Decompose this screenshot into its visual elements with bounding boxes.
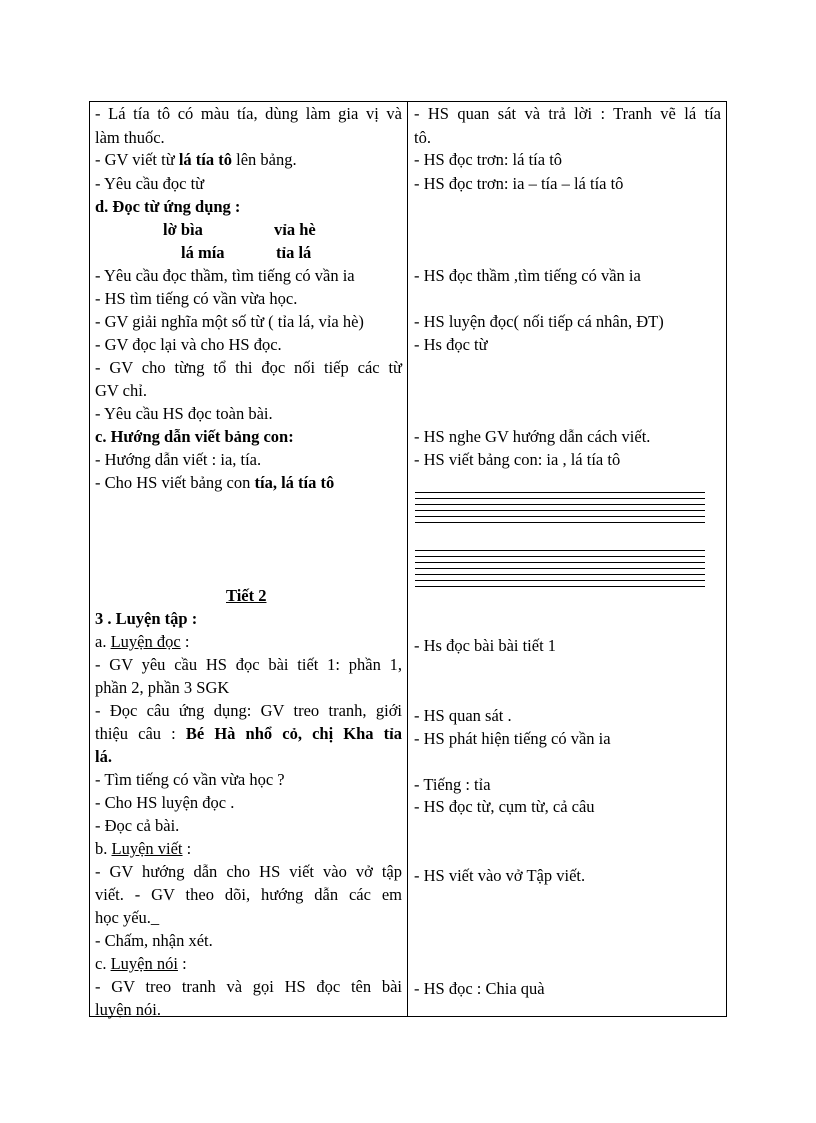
- student-line: - HS đọc từ, cụm từ, cả câu: [414, 797, 595, 816]
- column-divider: [407, 101, 408, 1017]
- student-line: - HS quan sát và trả lời : Tranh vẽ lá tía: [414, 104, 721, 123]
- student-line: - Hs đọc bài bài tiết 1: [414, 636, 557, 655]
- bold-text: tía, lá tía tô: [254, 473, 335, 492]
- applied-word: lá mía: [181, 243, 225, 262]
- teacher-line: lá.: [95, 747, 112, 766]
- teacher-line: [95, 149, 297, 171]
- teacher-line: - Lá tía tô có màu tía, dùng làm gia vị và: [95, 104, 402, 123]
- teacher-line: - Đọc cả bài.: [95, 816, 180, 835]
- applied-word: vỉa hè: [274, 220, 316, 239]
- student-line: - HS đọc trơn: lá tía tô: [414, 150, 563, 169]
- student-line: - HS luyện đọc( nối tiếp cá nhân, ĐT): [414, 312, 664, 331]
- student-line: - HS đọc trơn: ia – tía – lá tía tô: [414, 174, 624, 193]
- student-line: - HS quan sát .: [414, 706, 512, 725]
- text-run: b.: [95, 839, 112, 858]
- subsection-heading: [95, 631, 189, 653]
- teacher-line: - Yêu cầu đọc thầm, tìm tiếng có vần ia: [95, 266, 355, 285]
- text-run: lên bảng.: [231, 150, 297, 169]
- teacher-line: - Cho HS luyện đọc .: [95, 793, 235, 812]
- text-run: a.: [95, 632, 111, 651]
- teacher-line: - Đọc câu ứng dụng: GV treo tranh, giới: [95, 701, 402, 720]
- teacher-line: làm thuốc.: [95, 128, 165, 147]
- teacher-line: - GV cho từng tổ thi đọc nối tiếp các từ: [95, 358, 402, 377]
- teacher-line: học yếu._: [95, 908, 160, 927]
- teacher-line: luyện nói.: [95, 1000, 161, 1019]
- student-line: - HS nghe GV hướng dẫn cách viết.: [414, 427, 651, 446]
- student-line: - HS viết vào vở Tập viết.: [414, 866, 586, 885]
- teacher-line: - Yêu cầu đọc từ: [95, 174, 205, 193]
- teacher-line: phần 2, phần 3 SGK: [95, 678, 230, 697]
- teacher-line: - GV hướng dẫn cho HS viết vào vở tập: [95, 862, 402, 881]
- bold-text: Bé Hà nhổ cỏ, chị Kha tỉa: [185, 724, 402, 743]
- writing-lines-1: [415, 492, 705, 523]
- teacher-line: - HS tìm tiếng có vần vừa học.: [95, 289, 298, 308]
- teacher-line: - GV treo tranh và gọi HS đọc tên bài: [95, 977, 402, 996]
- text-run: c.: [95, 954, 111, 973]
- teacher-line: viết. - GV theo dõi, hướng dẫn các em: [95, 885, 402, 904]
- text-run: - GV viết từ: [95, 150, 179, 169]
- text-run: :: [182, 839, 192, 858]
- text-run: - Cho HS viết bảng con: [95, 473, 255, 492]
- subsection-heading: [95, 953, 187, 975]
- applied-word: tỉa lá: [276, 243, 312, 262]
- student-line: - HS đọc : Chia quà: [414, 979, 545, 998]
- teacher-line: - Tìm tiếng có vần vừa học ?: [95, 770, 285, 789]
- writing-lines-2: [415, 550, 705, 587]
- student-line: tô.: [414, 128, 431, 147]
- teacher-line: - GV đọc lại và cho HS đọc.: [95, 335, 282, 354]
- teacher-line: - GV giải nghĩa một số từ ( tỉa lá, vỉa hè): [95, 312, 364, 331]
- text-run: :: [177, 954, 187, 973]
- teacher-line: - Chấm, nhận xét.: [95, 931, 213, 950]
- student-line: - HS phát hiện tiếng có vần ia: [414, 729, 611, 748]
- teacher-line: - Yêu cầu HS đọc toàn bài.: [95, 404, 273, 423]
- section-heading: d. Đọc từ ứng dụng :: [95, 197, 241, 216]
- text-run: thiệu câu :: [95, 724, 186, 743]
- section-heading: c. Hướng dẫn viết bảng con:: [95, 427, 294, 446]
- student-line: - Hs đọc từ: [414, 335, 488, 354]
- teacher-line: GV chỉ.: [95, 381, 147, 400]
- underlined-text: Luyện đọc: [110, 632, 181, 651]
- underlined-text: Luyện nói: [110, 954, 178, 973]
- teacher-line: [95, 723, 402, 745]
- teacher-line: - Hướng dẫn viết : ia, tía.: [95, 450, 262, 469]
- student-line: - Tiếng : tỉa: [414, 775, 491, 794]
- teacher-line: [95, 472, 334, 494]
- teacher-line: - GV yêu cầu HS đọc bài tiết 1: phần 1,: [95, 655, 402, 674]
- bold-text: lá tía tô: [178, 150, 232, 169]
- period-title: Tiết 2: [226, 586, 267, 605]
- section-heading: 3 . Luyện tập :: [95, 609, 198, 628]
- underlined-text: Luyện viết: [111, 839, 183, 858]
- applied-word: lờ bìa: [163, 220, 203, 239]
- student-line: - HS đọc thầm ,tìm tiếng có vần ia: [414, 266, 641, 285]
- text-run: :: [180, 632, 190, 651]
- student-line: - HS viết bảng con: ia , lá tía tô: [414, 450, 621, 469]
- subsection-heading: [95, 838, 191, 860]
